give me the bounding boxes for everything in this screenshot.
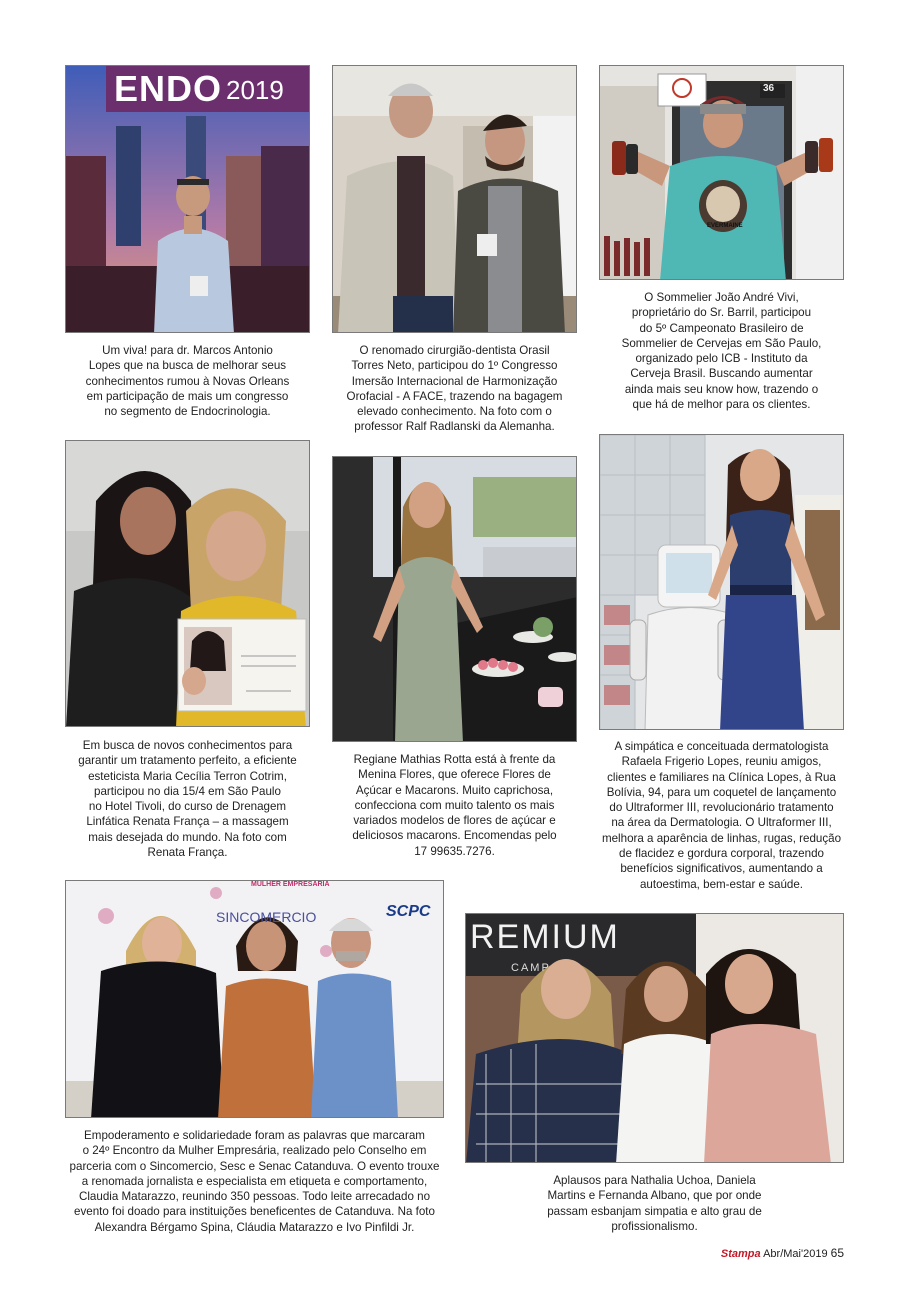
folio-brand: Stampa [720,1248,761,1260]
photo-dentist-congress [332,65,577,333]
photo-premium-trio [465,913,844,1163]
caption-ultraformer: A simpática e conceituada dermatologista Rafaela Frigerio Lopes, reuniu amigos, clientes e familiares na Clínica Lopes, à Rua Bolívia, 94, para um coquetel de lançamento do Ultraformer III, revolucionário tratamento na área da Dermatologia. O Ultraformer III, melhora a aparência de linhas, rugas, redução de flacidez e gordura corporal, trazendo benefícios significativos, aumentando a autoestima, bem-estar e saúde. [601,740,842,891]
caption-dentist: O renomado cirurgião-dentista Orasil Torres Neto, participou do 1º Congresso Imersão Internacional de Harmonização Orofacial - A FACE, trazendo na bagagem elevado conhecimento. Na foto com o professor Ralf Radlanski da Alemanha. [346,344,563,434]
folio-issue: Abr/Mai'2019 [763,1248,828,1260]
photo-ultraformer-launch-scene [600,435,844,730]
photo-sommelier-scene [600,66,844,280]
fridge-temperature-display: 36 [763,83,775,94]
sincomercio-logo: SINCOMERCIO [216,909,317,925]
photo-esthetician-course-scene [66,441,310,727]
folio-page-number: 65 [830,1246,844,1260]
endo-banner-year: 2019 [226,75,284,105]
caption-menina-flores: Regiane Mathias Rotta está à frente da Menina Flores, que oferece Flores de Açúcar e Macarons. Muito caprichosa, confecciona com muito talento os mais variados modelos de flores de açúcar e deliciosos macarons. Encomendas pelo 17 99635.7276. [352,753,557,858]
scpc-logo: SCPC [386,903,431,920]
premium-sign-subtext: CAMP [511,962,551,974]
photo-ultraformer-launch [599,434,844,730]
photo-sommelier [599,65,844,280]
caption-mulher-empresaria: Empoderamento e solidariedade foram as palavras que marcaram o 24º Encontro da Mulher Empresária, realizado pelo Conselho em parceria com o Sincomercio, Sesc e Senac Catanduva. O evento trouxe a renomada jornalista e especialista em etiqueta e comportamento, Claudia Matarazzo, reunindo 350 pessoas. Todo leite arrecadado no evento foi doado para instituições beneficentes de Catanduva. Na foto Alexandra Bérgamo Spina, Cláudia Matarazzo e Ivo Pinfildi Jr. [69,1129,440,1234]
endo-banner-text: ENDO [114,68,223,109]
photo-menina-flores [332,456,577,742]
caption-premium-trio: Aplausos para Nathalia Uchoa, Daniela Martins e Fernanda Albano, que por onde passam esbanjam simpatia e alto grau de profissionalismo. [547,1174,762,1233]
shirt-print-text: EVERMAINE [707,223,743,229]
caption-sommelier: O Sommelier João André Vivi, proprietário do Sr. Barril, participou do 5º Campeonato Brasileiro de Sommelier de Cervejas em São Paulo, organizado pelo ICB - Instituto da Cerveja Brasil. Buscando aumentar ainda mais seu know how, trazendo o que há de melhor para os clientes. [621,291,822,412]
caption-esthetician: Em busca de novos conhecimentos para garantir um tratamento perfeito, a eficiente esteticista Maria Cecília Terron Cotrim, participou no dia 15/4 em São Paulo no Hotel Tivoli, do curso de Drenagem Linfática Renata França – a massagem mais desejada do mundo. Na foto com Renata França. [78,739,297,860]
photo-dentist-congress-scene [333,66,577,333]
premium-sign-text: REMIUM [470,918,620,956]
photo-mulher-empresaria [65,880,444,1118]
photo-menina-flores-scene [333,457,577,742]
photo-esthetician-course [65,440,310,727]
photo-endo-congress [65,65,310,333]
caption-endo: Um viva! para dr. Marcos Antonio Lopes que na busca de melhorar seus conhecimentos rumou à Novas Orleans em participação de mais um congresso no segmento de Endocrinologia. [85,344,290,419]
mulher-empresaria-logo: MULHER EMPRESÁRIA [251,881,330,888]
page-folio [721,1246,844,1260]
